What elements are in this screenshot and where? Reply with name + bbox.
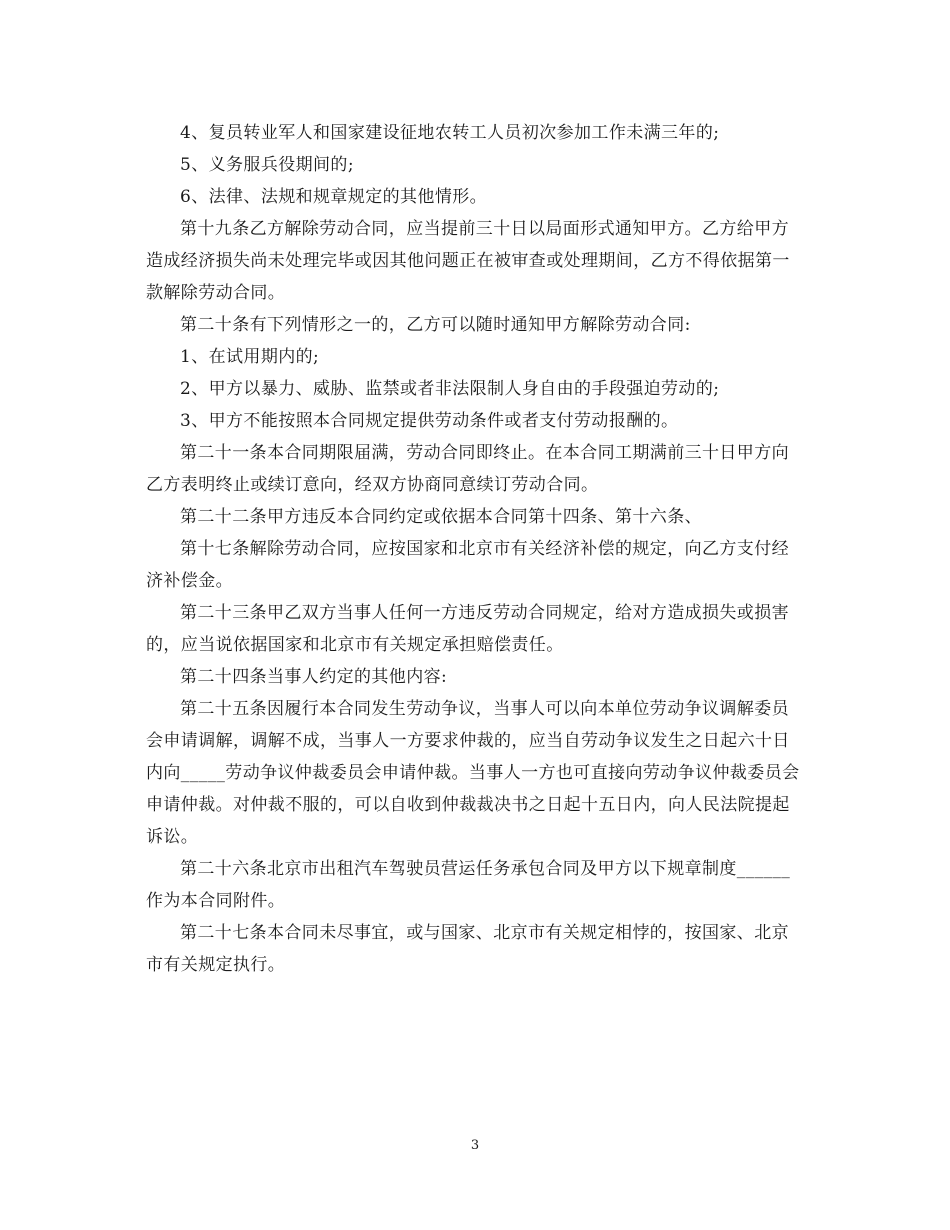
paragraph-article-20: 第二十条有下列情形之一的，乙方可以随时通知甲方解除劳动合同: [180, 315, 691, 335]
paragraph-article-22-continued: 第十七条解除劳动合同，应按国家和北京市有关经济补偿的规定，向乙方支付经济补偿金。 [146, 539, 789, 591]
paragraph-article-26: 第二十六条北京市出租汽车驾驶员营运任务承包合同及甲方以下规章制度______作为本合同附件。 [146, 859, 791, 911]
paragraph-article-24: 第二十四条当事人约定的其他内容: [180, 667, 448, 687]
paragraph-article-22: 第二十二条甲方违反本合同约定或依据本合同第十四条、第十六条、 [180, 507, 702, 527]
page-number: 3 [470, 1138, 480, 1153]
paragraph-article-25: 第二十五条因履行本合同发生劳动争议，当事人可以向本单位劳动争议调解委员会申请调解，调解不成，当事人一方要求仲裁的，应当自劳动争议发生之日起六十日内向_____劳动争议仲裁委员会申请仲裁。当事人一方也可直接向劳动争议仲裁委员会申请仲裁。对仲裁不服的，可以自收到仲裁裁决书之日起十五日内，向人民法院提起诉讼。 [146, 699, 800, 847]
paragraph-item-3: 3、甲方不能按照本合同规定提供劳动条件或者支付劳动报酬的。 [180, 411, 679, 431]
paragraph-item-5: 5、义务服兵役期间的; [180, 155, 354, 175]
paragraph-item-1: 1、在试用期内的; [180, 347, 320, 367]
paragraph-item-2: 2、甲方以暴力、威胁、监禁或者非法限制人身自由的手段强迫劳动的; [180, 379, 720, 399]
document-body [146, 117, 806, 981]
paragraph-item-6: 6、法律、法规和规章规定的其他情形。 [180, 187, 488, 207]
paragraph-article-21: 第二十一条本合同期限届满，劳动合同即终止。在本合同工期满前三十日甲方向乙方表明终止或续订意向，经双方协商同意续订劳动合同。 [146, 443, 789, 495]
paragraph-article-23: 第二十三条甲乙双方当事人任何一方违反劳动合同规定，给对方造成损失或损害的，应当说依据国家和北京市有关规定承担赔偿责任。 [146, 603, 789, 655]
paragraph-article-19: 第十九条乙方解除劳动合同，应当提前三十日以局面形式通知甲方。乙方给甲方造成经济损失尚未处理完毕或因其他问题正在被审查或处理期间，乙方不得依据第一款解除劳动合同。 [146, 219, 790, 303]
paragraph-article-27: 第二十七条本合同未尽事宜，或与国家、北京市有关规定相悖的，按国家、北京市有关规定执行。 [146, 923, 789, 975]
paragraph-item-4: 4、复员转业军人和国家建设征地农转工人员初次参加工作未满三年的; [180, 123, 720, 143]
